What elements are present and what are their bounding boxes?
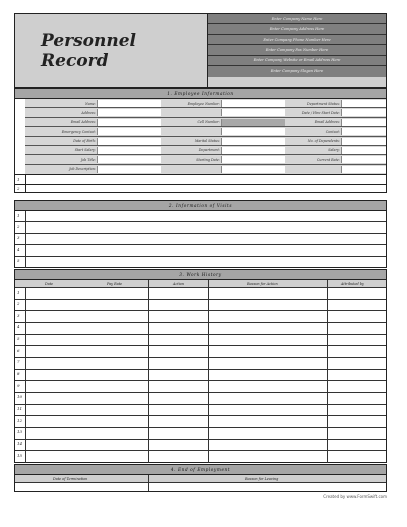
field-label: Department Status: xyxy=(307,101,340,106)
field-label: Emergency Contact: xyxy=(61,129,96,134)
row-number: 1 xyxy=(17,212,20,218)
work-history-row[interactable] xyxy=(15,358,386,370)
company-slogan-field[interactable]: Enter Company Slogan Here xyxy=(208,66,386,76)
section-work-header: 3. Work History xyxy=(14,269,387,280)
input-field[interactable] xyxy=(341,147,386,154)
work-history-row[interactable] xyxy=(15,428,386,440)
row-number: 9 xyxy=(17,382,20,388)
personnel-record-form xyxy=(14,13,387,503)
row-number: 14 xyxy=(17,441,23,447)
field-label: Department: xyxy=(198,148,220,153)
input-field[interactable] xyxy=(221,109,285,116)
row-number: 3 xyxy=(17,235,20,241)
row-number: 8 xyxy=(17,371,20,377)
work-history-row[interactable] xyxy=(15,440,386,452)
work-history-row[interactable] xyxy=(15,288,386,300)
row-number: 7 xyxy=(17,359,20,365)
input-field[interactable] xyxy=(221,128,285,135)
company-fax-field[interactable]: Enter Company Fax Number Here xyxy=(208,45,386,55)
field-label: Cell Number: xyxy=(197,120,220,125)
work-history-row[interactable] xyxy=(15,405,386,417)
employee-extra-row[interactable]: 1 xyxy=(15,174,386,184)
field-label: Job Description: xyxy=(69,167,96,172)
input-field[interactable] xyxy=(97,166,161,173)
work-history-row[interactable] xyxy=(15,300,386,312)
input-field[interactable] xyxy=(221,100,285,107)
employee-info-row xyxy=(25,146,386,155)
field-label: Address: xyxy=(81,110,96,115)
company-address-field[interactable]: Enter Company Address Here xyxy=(208,24,386,34)
section-employee-header: 1. Employee Information xyxy=(14,88,387,99)
input-field[interactable] xyxy=(221,166,285,173)
title-box xyxy=(15,14,207,87)
company-name-field[interactable]: Enter Company Name Here xyxy=(208,14,386,24)
visit-row[interactable] xyxy=(15,234,386,245)
row-number: 13 xyxy=(17,429,23,435)
visit-row[interactable] xyxy=(15,257,386,268)
input-field[interactable] xyxy=(221,138,285,145)
company-phone-field[interactable]: Enter Company Phone Number Here xyxy=(208,35,386,45)
field-label: Start Salary: xyxy=(74,148,96,153)
company-website-field[interactable]: Enter Company Website or Email Address Here xyxy=(208,56,386,66)
employee-info-row xyxy=(25,137,386,146)
work-history-row[interactable] xyxy=(15,381,386,393)
field-label: Salary: xyxy=(328,148,340,153)
input-field[interactable] xyxy=(341,156,386,163)
row-number: 5 xyxy=(17,258,20,264)
input-field[interactable] xyxy=(97,128,161,135)
work-history-row[interactable] xyxy=(15,416,386,428)
row-number: 3 xyxy=(17,312,20,318)
field-label: Contact: xyxy=(325,129,340,134)
work-history-column-headers: Date Pay Rate Action Reason for Action Attributed by xyxy=(15,280,386,288)
employee-info-box xyxy=(14,99,387,193)
input-field[interactable] xyxy=(341,109,386,116)
employee-info-row xyxy=(25,118,386,127)
company-info-fields xyxy=(207,14,386,87)
field-label: Date / Hire Start Date: xyxy=(301,110,340,115)
field-label: Name: xyxy=(84,101,96,106)
field-label: Marital Status: xyxy=(194,139,220,143)
field-label: Starting Date: xyxy=(196,157,220,162)
work-history-row[interactable] xyxy=(15,323,386,335)
row-number: 12 xyxy=(17,417,23,423)
end-of-employment-row[interactable] xyxy=(15,483,386,491)
row-number: 2 xyxy=(17,223,20,229)
end-of-employment-box xyxy=(14,475,387,492)
input-field[interactable] xyxy=(221,147,285,154)
work-history-row[interactable] xyxy=(15,370,386,382)
field-label: Email Address: xyxy=(314,120,340,125)
input-field[interactable] xyxy=(221,119,285,126)
field-label: Job Title: xyxy=(80,157,96,162)
input-field[interactable] xyxy=(97,156,161,163)
field-label: Email Address: xyxy=(70,120,96,125)
work-history-row[interactable] xyxy=(15,346,386,358)
section-end-header: 4. End of Employment xyxy=(14,464,387,475)
row-number: 10 xyxy=(17,394,23,400)
employee-info-row xyxy=(25,155,386,164)
row-number: 2 xyxy=(17,301,20,307)
input-field[interactable] xyxy=(97,138,161,145)
footer-url: Created by www.FormSwift.com xyxy=(323,494,387,499)
employee-extra-row[interactable]: 2 xyxy=(15,184,386,194)
input-field[interactable] xyxy=(97,100,161,107)
field-label: Employee Number: xyxy=(187,101,220,106)
visits-box xyxy=(14,211,387,268)
row-number: 15 xyxy=(17,452,23,458)
work-history-row[interactable] xyxy=(15,311,386,323)
field-label: No. of Dependents: xyxy=(307,139,340,143)
input-field[interactable] xyxy=(97,119,161,126)
work-history-row[interactable] xyxy=(15,451,386,463)
employee-info-row xyxy=(25,108,386,117)
row-number: 5 xyxy=(17,336,20,342)
input-field[interactable] xyxy=(97,147,161,154)
row-number: 1 xyxy=(17,289,20,295)
employee-info-row xyxy=(25,127,386,136)
form-header xyxy=(14,13,387,88)
visit-row[interactable] xyxy=(15,211,386,222)
form-title: Personnel Record xyxy=(41,30,137,71)
input-field[interactable] xyxy=(341,166,386,173)
visit-row[interactable] xyxy=(15,222,386,233)
work-history-box xyxy=(14,280,387,463)
field-label: Date of Birth: xyxy=(73,139,96,143)
section-visits-header: 2. Information of Visits xyxy=(14,200,387,211)
work-history-row[interactable] xyxy=(15,393,386,405)
visit-row[interactable] xyxy=(15,245,386,256)
row-number: 4 xyxy=(17,246,20,252)
employee-info-row xyxy=(25,165,386,174)
work-history-row[interactable] xyxy=(15,335,386,347)
employee-info-grid xyxy=(15,99,386,174)
input-field[interactable] xyxy=(341,128,386,135)
input-field[interactable] xyxy=(341,119,386,126)
input-field[interactable] xyxy=(97,109,161,116)
input-field[interactable] xyxy=(341,138,386,145)
employee-info-row xyxy=(25,99,386,108)
input-field[interactable] xyxy=(221,156,285,163)
field-label: Current Rate: xyxy=(316,157,340,162)
row-number: 6 xyxy=(17,347,20,353)
input-field[interactable] xyxy=(341,100,386,107)
row-number: 11 xyxy=(17,406,23,412)
end-column-headers: Date of Termination Reason for Leaving xyxy=(15,475,386,483)
row-number: 4 xyxy=(17,324,20,330)
